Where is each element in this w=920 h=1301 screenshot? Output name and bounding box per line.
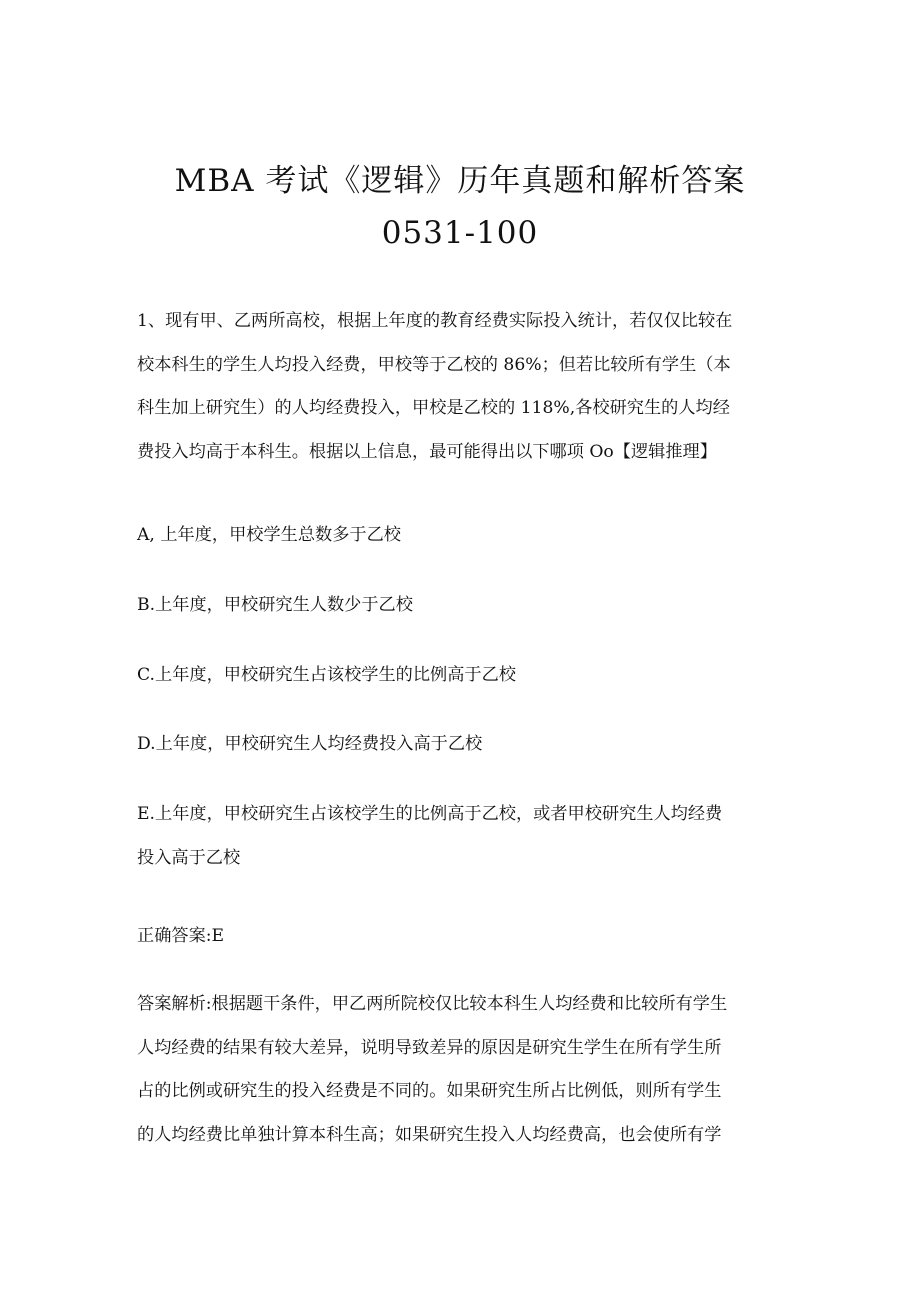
option-e-text: E.上年度，甲校研究生占该校学生的比例高于乙校，或者甲校研究生人均经费 xyxy=(137,804,723,824)
option-b xyxy=(137,584,787,628)
explanation-line: 的人均经费比单独计算本科生高；如果研究生投入人均经费高，也会使所有学 xyxy=(137,1124,722,1145)
option-a-text: A, 上年度，甲校学生总数多于乙校 xyxy=(137,525,401,545)
option-b-text: B.上年度，甲校研究生人数少于乙校 xyxy=(137,595,413,615)
option-a xyxy=(137,514,787,558)
answer-explanation xyxy=(137,983,787,1157)
option-d xyxy=(137,723,787,767)
option-e xyxy=(137,793,787,880)
option-c xyxy=(137,654,787,698)
option-e-text: 投入高于乙校 xyxy=(137,847,241,868)
document-subtitle-code: 0531-100 xyxy=(381,215,539,251)
question-stem xyxy=(137,300,787,474)
explanation-line: 人均经费的结果有较大差异，说明导致差异的原因是研究生学生在所有学生所 xyxy=(137,1037,722,1058)
option-c-text: C.上年度，甲校研究生占该校学生的比例高于乙校 xyxy=(137,665,516,685)
correct-answer-text: 正确答案:E xyxy=(137,926,225,946)
question-stem-line: 费投入均高于本科生。根据以上信息，最可能得出以下哪项 Oo【逻辑推理】 xyxy=(137,441,717,462)
explanation-line: 答案解析:根据题干条件，甲乙两所院校仅比较本科生人均经费和比较所有学生 xyxy=(137,994,728,1014)
correct-answer xyxy=(137,915,787,959)
option-d-text: D.上年度，甲校研究生人均经费投入高于乙校 xyxy=(137,734,483,754)
question-stem-line: 科生加上研究生）的人均经费投入，甲校是乙校的 118%,各校研究生的人均经 xyxy=(137,398,730,418)
explanation-line: 占的比例或研究生的投入经费是不同的。如果研究生所占比例低，则所有学生 xyxy=(137,1081,722,1101)
question-stem-line: 校本科生的学生人均投入经费，甲校等于乙校的 86%；但若比较所有学生（本 xyxy=(137,354,731,375)
document-title: MBA 考试《逻辑》历年真题和解析答案 xyxy=(174,163,746,199)
question-stem-line: 1、现有甲、乙两所高校，根据上年度的教育经费实际投入统计，若仅仅比较在 xyxy=(137,311,733,331)
